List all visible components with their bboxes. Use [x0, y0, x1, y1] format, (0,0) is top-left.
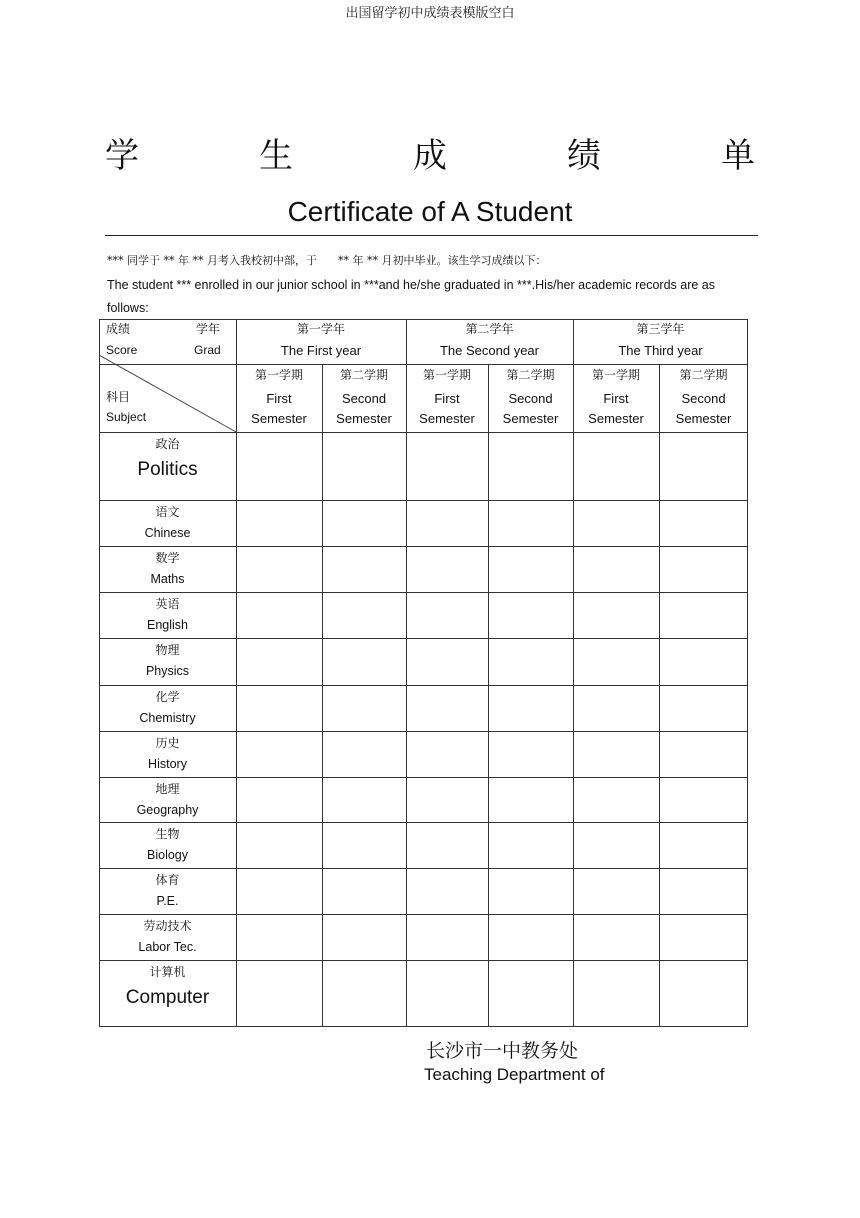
semester-first-en1: First [266, 391, 292, 406]
year-1-en: The First year [280, 343, 362, 358]
subject-en: Labor Tec. [138, 940, 197, 954]
semester-first-en2: Semester [588, 411, 644, 426]
year-3-en: The Third year [618, 343, 703, 358]
subject-en: Computer [125, 987, 210, 1008]
table-row-line [99, 685, 748, 686]
subject-en: Politics [137, 459, 198, 480]
footer-office-en: Teaching Department of [424, 1065, 605, 1084]
subject-cn: 计算机 [149, 965, 186, 979]
title-char: 单 [721, 136, 755, 176]
table-column-line [99, 319, 100, 1027]
table-column-line [322, 364, 323, 1027]
subject-en: Maths [150, 572, 185, 586]
table-column-line [488, 364, 489, 1027]
subject-cn: 语文 [155, 505, 180, 519]
subject-cn: 政治 [155, 437, 180, 451]
semester-second-cn: 第二学期 [679, 368, 728, 382]
corner-grade-cn: 学年 [196, 322, 221, 336]
subject-en: P.E. [156, 894, 179, 908]
subject-cn: 生物 [155, 827, 180, 841]
title-char: 生 [259, 136, 293, 176]
year-2-cn: 第二学年 [465, 322, 514, 336]
corner-grade-en: Grad [194, 343, 221, 357]
semester-first-en2: Semester [419, 411, 475, 426]
subject-cn: 物理 [155, 643, 180, 657]
table-row-line [99, 638, 748, 639]
table-row-line [99, 546, 748, 547]
table-row-line [99, 960, 748, 961]
table-column-line [236, 319, 237, 1027]
intro-text-english: The student *** enrolled in our junior school in ***and he/she graduated in ***.His/her academic records are as follows: [107, 278, 715, 315]
subject-cn: 数学 [155, 551, 180, 565]
table-row-line [99, 914, 748, 915]
title-divider [105, 235, 758, 236]
year-1-cn: 第一学年 [296, 322, 345, 336]
intro-text-chinese: *** 同学于 ** 年 ** 月考入我校初中部，于 ** 年 ** 月初中毕业。该生学习成绩以下： [107, 254, 547, 267]
semester-second-cn: 第二学期 [506, 368, 555, 382]
title-char: 学 [105, 136, 139, 176]
semester-second-en2: Semester [502, 411, 559, 426]
table-row-line [99, 500, 748, 501]
semester-first-cn: 第一学期 [422, 368, 471, 382]
title-char: 成 [413, 136, 447, 176]
english-title: Certificate of A Student [287, 196, 573, 227]
title-char: 绩 [567, 136, 601, 176]
corner-subject-cn: 科目 [106, 390, 131, 404]
subject-en: English [147, 618, 188, 632]
semester-first-cn: 第一学期 [591, 368, 640, 382]
subject-en: Geography [136, 803, 199, 817]
table-row-line [99, 592, 748, 593]
table-row-line [99, 868, 748, 869]
table-column-line [573, 319, 574, 1027]
table-row-line [99, 319, 748, 320]
corner-diagonal [99, 319, 237, 433]
table-row-line [99, 822, 748, 823]
subject-cn: 化学 [155, 690, 180, 704]
table-row-line [99, 777, 748, 778]
semester-second-en1: Second [341, 391, 387, 406]
subject-cn: 地理 [155, 782, 180, 796]
subject-cn: 英语 [155, 597, 180, 611]
semester-first-en1: First [434, 391, 460, 406]
subject-en: Chinese [144, 526, 191, 540]
table-column-line [406, 319, 407, 1027]
subject-en: Biology [147, 848, 188, 862]
semester-second-en1: Second [508, 391, 553, 406]
semester-first-en1: First [603, 391, 629, 406]
year-2-en: The Second year [439, 343, 539, 358]
year-3-cn: 第三学年 [636, 322, 685, 336]
table-row-line [99, 731, 748, 732]
semester-second-en1: Second [681, 391, 726, 406]
corner-subject-en: Subject [106, 410, 147, 424]
footer-office-cn: 长沙市一中教务处 [426, 1040, 579, 1062]
table-column-line [659, 364, 660, 1027]
table-row-line [99, 432, 748, 433]
subject-en: History [148, 757, 187, 771]
subject-cn: 体育 [155, 873, 180, 887]
subject-cn: 历史 [155, 736, 180, 750]
subject-en: Physics [145, 664, 190, 678]
subject-en: Chemistry [139, 711, 196, 725]
page-header-title: 出国留学初中成绩表模版空白 [345, 6, 515, 21]
semester-first-en2: Semester [251, 411, 307, 426]
chinese-title [105, 128, 755, 177]
semester-second-cn: 第二学期 [339, 368, 388, 382]
semester-second-en2: Semester [675, 411, 732, 426]
score-table [99, 319, 748, 1027]
table-row-line [99, 1026, 748, 1027]
semester-first-cn: 第一学期 [254, 368, 303, 382]
semester-second-en2: Semester [336, 411, 392, 426]
subject-cn: 劳动技术 [143, 919, 192, 933]
table-row-line [99, 364, 748, 365]
corner-score-en: Score [106, 343, 138, 357]
table-column-line [747, 319, 748, 1027]
corner-score-cn: 成绩 [106, 322, 131, 336]
